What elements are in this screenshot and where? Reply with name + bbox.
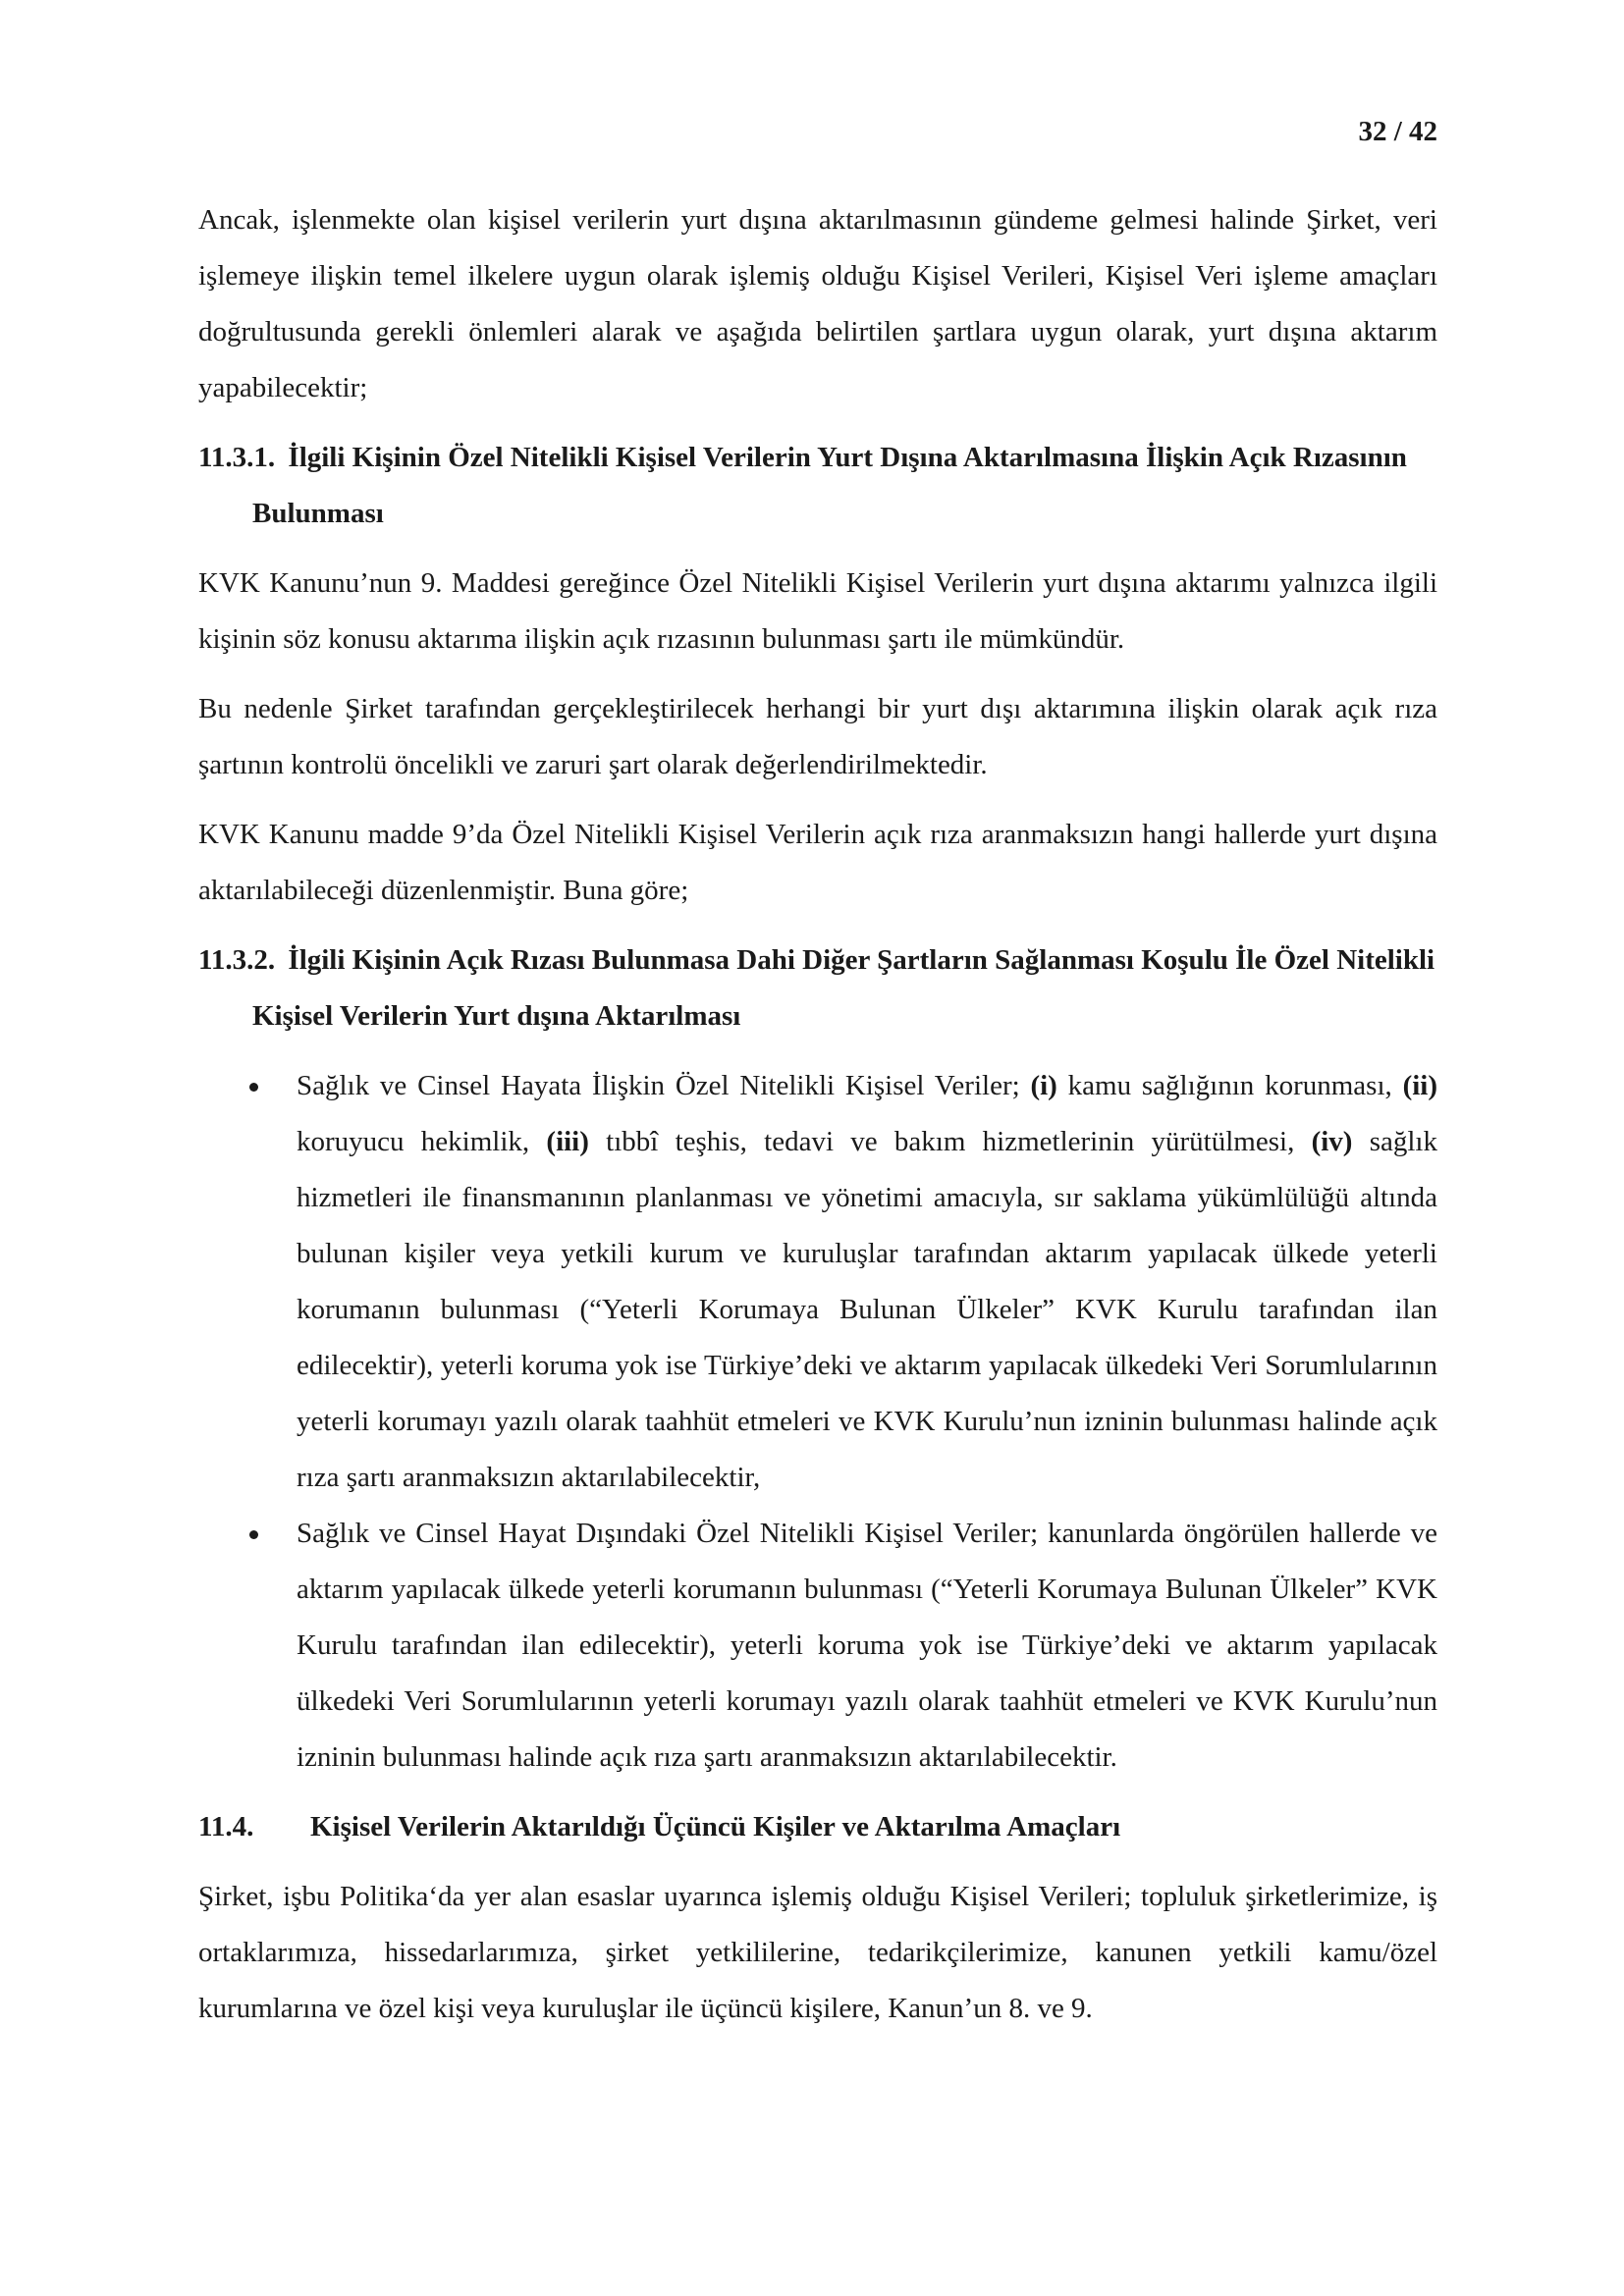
paragraph-madde-9: KVK Kanunu madde 9’da Özel Nitelikli Kişisel Verilerin açık rıza aranmaksızın hangi hallerde yurt dışına aktarılabileceği düzenlenmiştir. Buna göre;	[198, 819, 1437, 906]
list-item	[198, 1506, 1437, 1786]
heading-text: İlgili Kişinin Özel Nitelikli Kişisel Verilerin Yurt Dışına Aktarılmasına İlişkin Açık Rızasının Bulunması	[252, 442, 1407, 529]
heading-number: 11.4.	[198, 1811, 254, 1842]
marker-iii: (iii)	[546, 1126, 589, 1157]
paragraph-sirket: Şirket, işbu Politika‘da yer alan esaslar uyarınca işlemiş olduğu Kişisel Verileri; topluluk şirketlerimize, iş ortaklarımıza, hissedarlarımıza, şirket yetkililerine, tedarikçilerimize, kanunen yetkili kamu/özel kurumlarına ve özel kişi veya kuruluşlar ile üçüncü kişilere, Kanun’un 8. ve 9.	[198, 1881, 1437, 2024]
text-run: koruyucu hekimlik,	[297, 1126, 547, 1157]
heading-11-3-2	[198, 933, 1437, 1044]
marker-ii: (ii)	[1402, 1070, 1437, 1101]
paragraph-intro: Ancak, işlenmekte olan kişisel verilerin yurt dışına aktarılmasının gündeme gelmesi halinde Şirket, veri işlemeye ilişkin temel ilkelere uygun olarak işlemiş olduğu Kişisel Verileri, Kişisel Veri işleme amaçları doğrultusunda gerekli önlemleri alarak ve aşağıda belirtilen şartlara uygun olarak, yurt dışına aktarım yapabilecektir;	[198, 204, 1437, 403]
bullet-list	[198, 1058, 1437, 1786]
text-run: Sağlık ve Cinsel Hayat Dışındaki Özel Nitelikli Kişisel Veriler; kanunlarda öngörülen hallerde ve aktarım yapılacak ülkede yeterli korumanın bulunması (“Yeterli Korumaya Bulunan Ülkeler” KVK Kurulu tarafından ilan edilecektir), yeterli koruma yok ise Türkiye’deki ve aktarım yapılacak ülkedeki Veri Sorumlularının yeterli korumayı yazılı olarak taahhüt etmeleri ve KVK Kurulu’nun izninin bulunması halinde açık rıza şartı aranmaksızın aktarılabilecektir.	[297, 1518, 1437, 1773]
page-content	[198, 192, 1437, 2051]
bullet-icon	[249, 1083, 258, 1092]
heading-11-4	[198, 1799, 1437, 1855]
heading-text: İlgili Kişinin Açık Rızası Bulunmasa Dahi Diğer Şartların Sağlanması Koşulu İle Özel Nitelikli Kişisel Verilerin Yurt dışına Aktarılması	[252, 944, 1435, 1032]
bullet-icon	[249, 1530, 258, 1539]
heading-number: 11.3.1.	[198, 442, 276, 473]
list-item	[198, 1058, 1437, 1506]
page-number: 32 / 42	[1358, 116, 1437, 147]
heading-text: Kişisel Verilerin Aktarıldığı Üçüncü Kişiler ve Aktarılma Amaçları	[310, 1811, 1121, 1842]
text-run: sağlık hizmetleri ile finansmanının planlanması ve yönetimi amacıyla, sır saklama yükümlülüğü altında bulunan kişiler veya yetkili kurum ve kuruluşlar tarafından aktarım yapılacak ülkede yeterli korumanın bulunması (“Yeterli Korumaya Bulunan Ülkeler” KVK Kurulu tarafından ilan edilecektir), yeterli koruma yok ise Türkiye’deki ve aktarım yapılacak ülkedeki Veri Sorumlularının yeterli korumayı yazılı olarak taahhüt etmeleri ve KVK Kurulu’nun izninin bulunması halinde açık rıza şartı aranmaksızın aktarılabilecektir,	[297, 1126, 1437, 1493]
heading-11-3-1	[198, 430, 1437, 542]
text-run: tıbbî teşhis, tedavi ve bakım hizmetlerinin yürütülmesi,	[588, 1126, 1312, 1157]
text-run: kamu sağlığının korunması,	[1056, 1070, 1403, 1101]
marker-iv: (iv)	[1311, 1126, 1353, 1157]
paragraph-reason: Bu nedenle Şirket tarafından gerçekleştirilecek herhangi bir yurt dışı aktarımına ilişkin olarak açık rıza şartının kontrolü öncelikli ve zaruri şart olarak değerlendirilmektedir.	[198, 693, 1437, 780]
heading-number: 11.3.2.	[198, 944, 276, 976]
text-run: Sağlık ve Cinsel Hayata İlişkin Özel Nitelikli Kişisel Veriler;	[297, 1070, 1031, 1101]
marker-i: (i)	[1030, 1070, 1057, 1101]
paragraph-kvk-madde-9: KVK Kanunu’nun 9. Maddesi gereğince Özel Nitelikli Kişisel Verilerin yurt dışına aktarımı yalnızca ilgili kişinin söz konusu aktarıma ilişkin açık rızasının bulunması şartı ile mümkündür.	[198, 567, 1437, 655]
